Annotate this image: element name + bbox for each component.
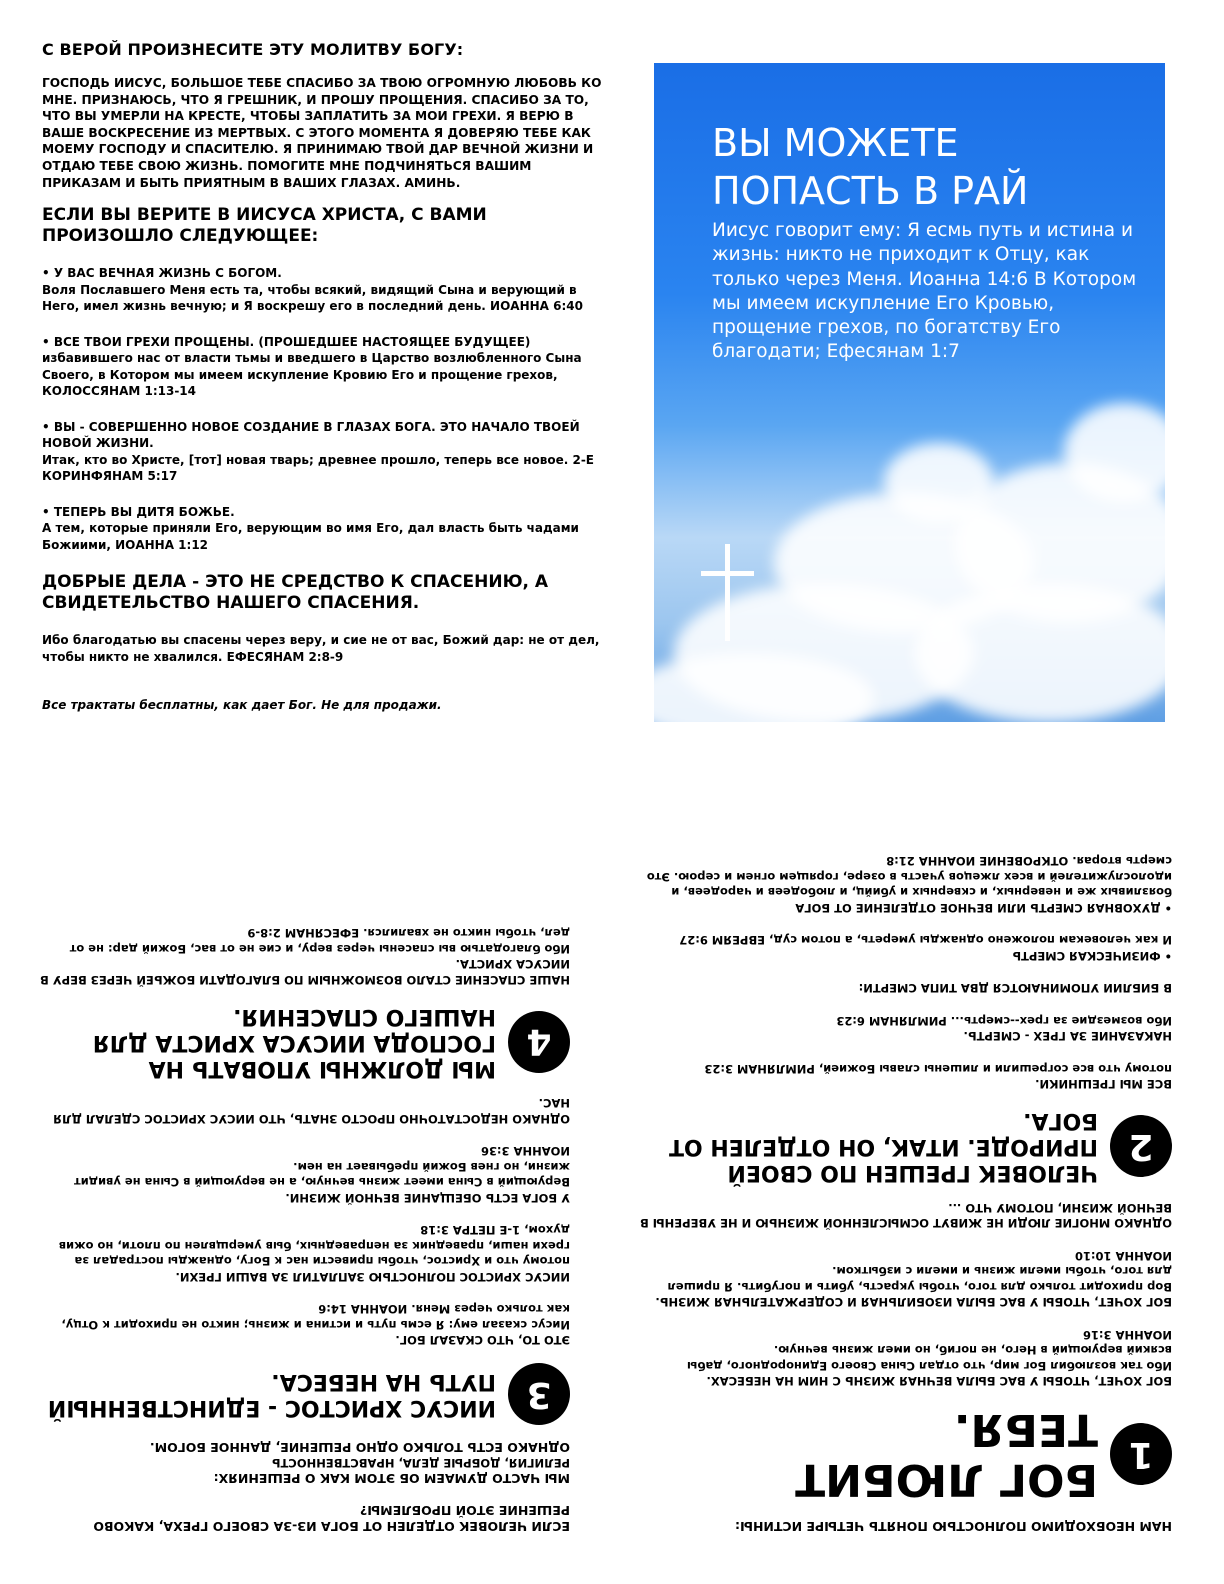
- section-1-header: [640, 1405, 1172, 1505]
- section-2-title: ЧЕЛОВЕК ГРЕШЕН ПО СВОЕЙ ПРИРОДЕ. ИТАК, ОН ОТДЕЛЕН ОТ БОГА.: [668, 1108, 1098, 1186]
- only-one-text: ОДНАКО ЕСТЬ ТОЛЬКО ОДНО РЕШЕНИЕ, ДАННОЕ БОГОМ.: [149, 1440, 570, 1455]
- block-title: • ТЕПЕРЬ ВЫ ДИТЯ БОЖЬЕ.: [42, 504, 235, 519]
- block-title: • ВЫ - СОВЕРШЕННО НОВОЕ СОЗДАНИЕ В ГЛАЗАХ БОГА. ЭТО НАЧАЛО ТВОЕЙ НОВОЙ ЖИЗНИ.: [42, 419, 580, 451]
- block-text: Воля Пославшего Меня есть та, чтобы всякий, видящий Сына и верующий в Него, имел жизнь вечную; и Я воскрешу его в последний день. ИОАННА 6:40: [42, 282, 583, 314]
- intro-question: ЕСЛИ ЧЕЛОВЕК ОТДЕЛЕН ОТ БОГА ИЗ-ЗА СВОЕГО ГРЕХА, КАКОВО РЕШЕНИЕ ЭТОЙ ПРОБЛЕМЫ?: [93, 1503, 570, 1534]
- block-text: А тем, которые приняли Его, верующим во имя Его, дал власть быть чадами Божиими, ИОАННА 1:12: [42, 521, 579, 552]
- believe-heading: ЕСЛИ ВЫ ВЕРИТЕ В ИИСУСА ХРИСТА, С ВАМИ ПРОИЗОШЛО СЛЕДУЮЩЕЕ:: [42, 205, 487, 247]
- s3-line: потому что и Христос, чтобы привести нас к Богу, однажды пострадал за грехи наши, праведник за неправедных, быв умерщвлен по плоти, но ожив духом, 1-Е ПЕТРА 3:18: [58, 1223, 570, 1269]
- s3-line: ИИСУС ХРИСТОС ПОЛНОСТЬЮ ЗАПЛАТИЛ ЗА ВАШИ ГРЕХИ.: [175, 1270, 570, 1284]
- block-child-of-god: [42, 504, 602, 554]
- s3-line: Верующий в Сына имеет жизнь вечную, а не верующий в Сына не увидит жизни, но гнев Божий пребывает на нем.: [74, 1160, 570, 1190]
- s2-line: • ДУХОВНАЯ СМЕРТЬ ИЛИ ВЕЧНОЕ ОТДЕЛЕНИЕ ОТ БОГА: [795, 901, 1172, 915]
- s2-line: • ФИЗИЧЕСКАЯ СМЕРТЬ: [1012, 949, 1172, 963]
- block-new-creation: [42, 419, 602, 485]
- footer-note: Все трактаты бесплатны, как дает Бог. Не для продажи.: [42, 698, 442, 713]
- s4-line: НАШЕ СПАСЕНИЕ СТАЛО ВОЗМОЖНЫМ ПО БЛАГОДАТИ БОЖЬЕЙ ЧЕРЕЗ ВЕРУ В ИИСУСА ХРИСТА.: [40, 957, 570, 987]
- section-3-title: ИИСУС ХРИСТОС - ЕДИНСТВЕННЫЙ ПУТЬ НА НЕБЕСА.: [47, 1369, 496, 1421]
- section-4-header: [40, 1003, 570, 1081]
- intro-text: НАМ НЕОБХОДИМО ПОЛНОСТЬЮ ПОНЯТЬ ЧЕТЫРЕ ИСТИНЫ:: [735, 1519, 1172, 1534]
- cover-title: ВЫ МОЖЕТЕ ПОПАСТЬ В РАЙ: [712, 121, 1029, 213]
- s1-line: Вор приходит только для того, чтобы украсть, убить и погубить. Я пришел для того, чтобы имели жизнь и имели с избытком.: [667, 1264, 1172, 1294]
- solutions-text: РЕЛИГИЯ, ДОБРЫЕ ДЕЛА, НРАВСТВЕННОСТЬ: [271, 1456, 570, 1471]
- number-badge-2: 2: [1110, 1116, 1172, 1178]
- s1-line: БОГ ХОЧЕТ, ЧТОБЫ У ВАС БЫЛА ИЗОБИЛЬНАЯ И СОДЕРЖАТЕЛЬНАЯ ЖИЗНЬ.: [655, 1295, 1172, 1310]
- truths-3-4-panel: [40, 834, 570, 1534]
- s1-line: ИОАННА 3:16: [1082, 1328, 1172, 1342]
- s3-line: Иисус сказал ему: Я есмь путь и истина и жизнь; никто не приходит к Отцу, как только через Меня. ИОАННА 14:6: [61, 1302, 570, 1332]
- section-4-title: МЫ ДОЛЖНЫ УПОВАТЬ НА ГОСПОДА ИИСУСА ХРИСТА ДЛЯ НАШЕГО СПАСЕНИЯ.: [92, 1004, 496, 1081]
- s2-line: боязливых же и неверных, и скверных и убийц, и любодеев и чародеев, и идолослужителей и всех лжецов участь в озере, горящем огнем и серою. Это смерть вторая. ОТКРОВЕНИЕ ИОАННА 21:8: [646, 854, 1172, 900]
- section-1-title: БОГ ЛЮБИТ ТЕБЯ.: [795, 1404, 1098, 1506]
- prayer-heading: С ВЕРОЙ ПРОИЗНЕСИТЕ ЭТУ МОЛИТВУ БОГУ:: [42, 40, 464, 59]
- block-text: избавившего нас от власти тьмы и введшего в Царство возлюбленного Сына Своего, в Котором мы имеем искупление Кровию Его и прощение грехов, КОЛОССЯНАМ 1:13-14: [42, 351, 582, 399]
- block-text: Итак, кто во Христе, [тот] новая тварь; древнее прошло, теперь все новое. 2-Е КОРИНФЯНАМ 5:17: [42, 452, 594, 484]
- s2-line: Ибо возмездие за грех--смерть... РИМЛЯНАМ 6:23: [836, 1014, 1172, 1028]
- block-sins-forgiven: [42, 334, 602, 400]
- truths-1-2-panel: [640, 834, 1172, 1534]
- s4-line: Ибо благодатью вы спасены через веру, и сие не от вас, Божий дар: не от дел, чтобы никто не хвалился. ЕФЕСЯНАМ 2:8-9: [69, 926, 570, 956]
- s2-line: ВСЕ МЫ ГРЕШНИКИ.: [1035, 1077, 1172, 1092]
- block-eternal-life: [42, 265, 602, 315]
- block-title: • ВСЕ ТВОИ ГРЕХИ ПРОЩЕНЫ. (ПРОШЕДШЕЕ НАСТОЯЩЕЕ БУДУЩЕЕ): [42, 334, 531, 349]
- prayer-page: [42, 40, 602, 714]
- prayer-text: ГОСПОДЬ ИИСУС, БОЛЬШОЕ ТЕБЕ СПАСИБО ЗА ТВОЮ ОГРОМНУЮ ЛЮБОВЬ КО МНЕ. ПРИЗНАЮСЬ, ЧТО Я ГРЕШНИК, И ПРОШУ ПРОЩЕНИЯ. СПАСИБО ЗА ТО, ЧТО ВЫ УМЕРЛИ НА КРЕСТЕ, ЧТОБЫ ЗАПЛАТИТЬ ЗА МОИ ГРЕХИ. Я ВЕРЮ В ВАШЕ ВОСКРЕСЕНИЕ ИЗ МЕРТВЫХ. С ЭТОГО МОМЕНТА Я ДОВЕРЯЮ ТЕБЕ КАК МОЕМУ ГОСПОДУ И СПАСИТЕЛЮ. Я ПРИНИМАЮ ТВОЙ ДАР ВЕЧНОЙ ЖИЗНИ И ОТДАЮ ТЕБЕ СВОЮ ЖИЗНЬ. ПОМОГИТЕ МНЕ ПОДЧИНЯТЬСЯ ВАШИМ ПРИКАЗАМ И БЫТЬ ПРИЯТНЫМ В ВАШИХ ГЛАЗАХ. АМИНЬ.: [42, 76, 602, 190]
- s3-line: У БОГА ЕСТЬ ОБЕЩАНИЕ ВЕЧНОЙ ЖИЗНИ.: [285, 1191, 570, 1205]
- section-2-header: [640, 1108, 1172, 1186]
- s3-line: ИОАННА 3:36: [480, 1144, 570, 1159]
- s3-line: ЭТО ТО, ЧТО СКАЗАЛ БОГ.: [395, 1333, 570, 1348]
- works-text: Ибо благодатью вы спасены через веру, и сие не от вас, Божий дар: не от дел, чтобы никто не хвалился. ЕФЕСЯНАМ 2:8-9: [42, 633, 600, 664]
- s3-line: ОДНАКО НЕДОСТАТОЧНО ПРОСТО ЗНАТЬ, ЧТО ИИСУС ХРИСТОС СДЕЛАЛ ДЛЯ НАС.: [53, 1096, 570, 1126]
- s1-line: ОДНАКО МНОГИЕ ЛЮДИ НЕ ЖИВУТ ОСМЫСЛЕННОЙ ЖИЗНЬЮ И НЕ УВЕРЕНЫ В ВЕЧНОЙ ЖИЗНИ, ПОТОМУ ЧТО ...: [640, 1201, 1172, 1231]
- s2-line: НАКАЗАНИЕ ЗА ГРЕХ - СМЕРТЬ.: [963, 1029, 1172, 1044]
- s2-line: В БИБЛИИ УПОМИНАЮТСЯ ДВА ТИПА СМЕРТИ:: [858, 981, 1172, 996]
- s1-line: Ибо так возлюбил Бог мир, что отдал Сына Своего Единородного, дабы всякий верующий в Него, не погиб, но имел жизнь вечную.: [687, 1343, 1172, 1373]
- cover-image: [654, 63, 1165, 722]
- block-title: • У ВАС ВЕЧНАЯ ЖИЗНЬ С БОГОМ.: [42, 266, 282, 281]
- s2-line: И как человекам положено однажды умереть, а потом суд, ЕВРЕЯМ 9:27: [679, 933, 1172, 948]
- number-badge-4: 4: [508, 1011, 570, 1073]
- s2-line: потому что все согрешили и лишены славы Божией, РИМЛЯНАМ 3:23: [704, 1062, 1172, 1076]
- section-3-header: [40, 1364, 570, 1426]
- number-badge-1: 1: [1110, 1424, 1172, 1486]
- s1-line: ИОАННА 10:10: [1074, 1249, 1172, 1263]
- think-text: МЫ ЧАСТО ДУМАЕМ ОБ ЭТОМ КАК О РЕШЕНИЯХ:: [213, 1471, 570, 1486]
- cover-verse: Иисус говорит ему: Я есмь путь и истина и жизнь: никто не приходит к Отцу, как только через Меня. Иоанна 14:6 В Котором мы имеем искупление Его Кровью, прощение грехов, по богатству Его благодати; Ефесянам 1:7: [712, 220, 1137, 363]
- number-badge-3: 3: [508, 1364, 570, 1426]
- s1-line: БОГ ХОЧЕТ, ЧТОБЫ У ВАС БЫЛА ВЕЧНАЯ ЖИЗНЬ С НИМ НА НЕБЕСАХ.: [706, 1374, 1172, 1389]
- works-heading: ДОБРЫЕ ДЕЛА - ЭТО НЕ СРЕДСТВО К СПАСЕНИЮ, А СВИДЕТЕЛЬСТВО НАШЕГО СПАСЕНИЯ.: [42, 572, 549, 614]
